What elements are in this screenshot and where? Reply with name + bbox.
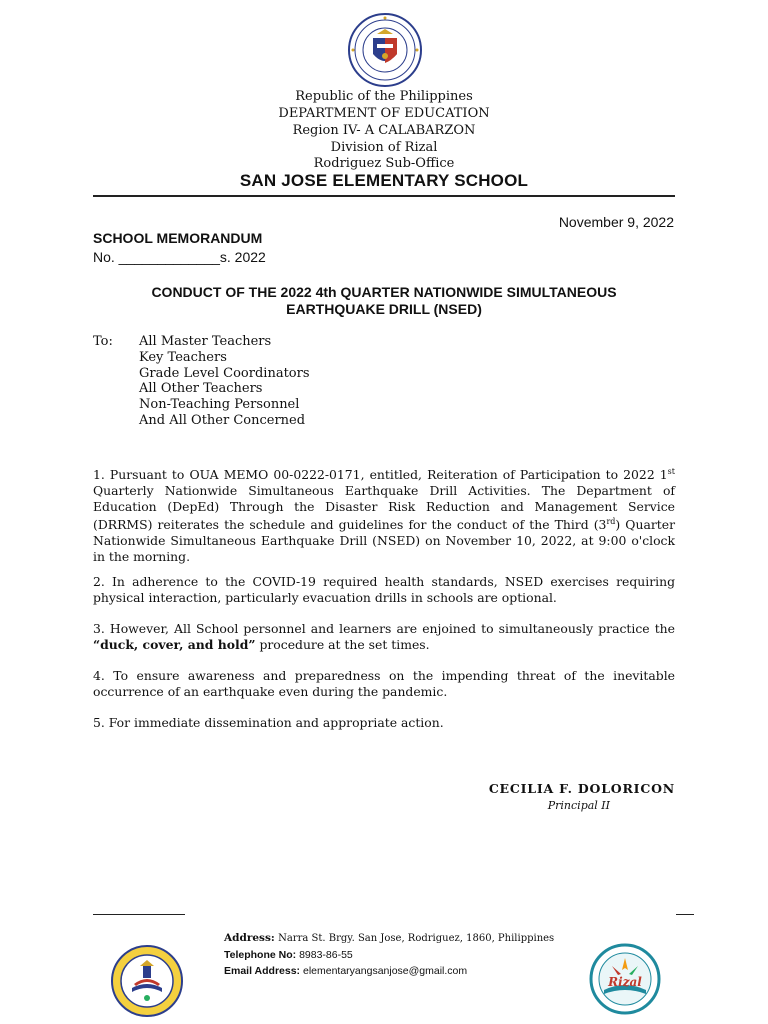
telephone-value: 8983-86-55: [299, 949, 353, 961]
recipient-item: Key Teachers: [139, 349, 227, 365]
paragraph-4: 4. To ensure awareness and preparedness on the impending threat of the inevitable occurrence of an earthquake even during the pandemic.: [93, 668, 675, 699]
paragraph-1-text-b: Quarterly Nationwide Simultaneous Earthquake Drill Activities. The Department of Education (DepEd) Through the Disaster Risk Reduction and Management Service (DRRMS) reiterates the schedule and guidelines for the conduct of the Third (3: [93, 482, 675, 533]
recipient-item: Grade Level Coordinators: [139, 365, 310, 381]
footer-email: [224, 963, 554, 979]
footer-address: [224, 930, 554, 947]
header-divider: [93, 195, 675, 197]
superscript-st: st: [667, 467, 675, 476]
paragraph-1-text-a: 1. Pursuant to OUA MEMO 00-0222-0171, entitled, Reiteration of Participation to 2022 1: [93, 467, 668, 483]
memo-subject: [0, 284, 768, 318]
subject-line-2: EARTHQUAKE DRILL (NSED): [286, 301, 482, 317]
recipient-item: Non-Teaching Personnel: [139, 397, 300, 413]
signatory-position: Principal II: [547, 799, 610, 812]
paragraph-5: 5. For immediate dissemination and appropriate action.: [93, 715, 444, 730]
header-suboffice: Rodriguez Sub-Office: [313, 156, 455, 171]
header-department: DEPARTMENT OF EDUCATION: [278, 106, 490, 121]
footer-divider-right: [676, 914, 694, 915]
paragraph-3: [93, 621, 675, 652]
header-republic: Republic of the Philippines: [295, 89, 473, 104]
paragraph-1: [93, 464, 675, 564]
paragraph-2: 2. In adherence to the COVID-19 required health standards, NSED exercises requiring physical interaction, particularly evacuation drills in schools are optional.: [93, 574, 675, 605]
deped-seal: [347, 12, 423, 88]
paragraph-1-text-c: ) Quarter Nationwide Simultaneous Earthquake Drill (NSED) on November 10, 2022, at 9:00 o'clock in the morning.: [93, 517, 675, 564]
address-label: Address:: [224, 932, 275, 944]
email-label: Email Address:: [224, 965, 301, 977]
school-logo: [110, 944, 184, 1018]
to-label: To:: [93, 334, 113, 349]
paragraph-3-text-a: 3. However, All School personnel and learners are enjoined to simultaneously practice the: [93, 621, 675, 636]
header-region: Region IV- A CALABARZON: [292, 123, 476, 138]
rizal-logo: [588, 942, 662, 1016]
subject-line-1: CONDUCT OF THE 2022 4th QUARTER NATIONWIDE SIMULTANEOUS: [151, 284, 617, 300]
header-division: Division of Rizal: [330, 140, 438, 155]
recipient-item: And All Other Concerned: [139, 412, 306, 428]
recipient-list: [139, 334, 310, 429]
recipient-item: All Other Teachers: [139, 381, 263, 397]
school-name: SAN JOSE ELEMENTARY SCHOOL: [239, 171, 529, 190]
address-value: Narra St. Brgy. San Jose, Rodriguez, 1860, Philippines: [278, 933, 555, 944]
footer-divider-left: [93, 914, 185, 915]
memo-date: November 9, 2022: [558, 214, 674, 230]
duck-cover-hold: “duck, cover, and hold”: [93, 636, 256, 652]
memo-number: No. _____________s. 2022: [93, 249, 266, 265]
email-value: elementaryangsanjose@gmail.com: [302, 965, 468, 977]
memo-title: SCHOOL MEMORANDUM: [93, 230, 263, 246]
superscript-rd: rd: [606, 517, 616, 527]
paragraph-3-text-b: procedure at the set times.: [255, 636, 430, 652]
rizal-logo-text: Rizal: [608, 975, 642, 989]
telephone-label: Telephone No:: [224, 949, 297, 961]
recipient-item: All Master Teachers: [139, 334, 272, 349]
signatory-name: CECILIA F. DOLORICON: [488, 781, 675, 796]
footer-contact: [224, 930, 554, 979]
footer-telephone: [224, 947, 554, 963]
